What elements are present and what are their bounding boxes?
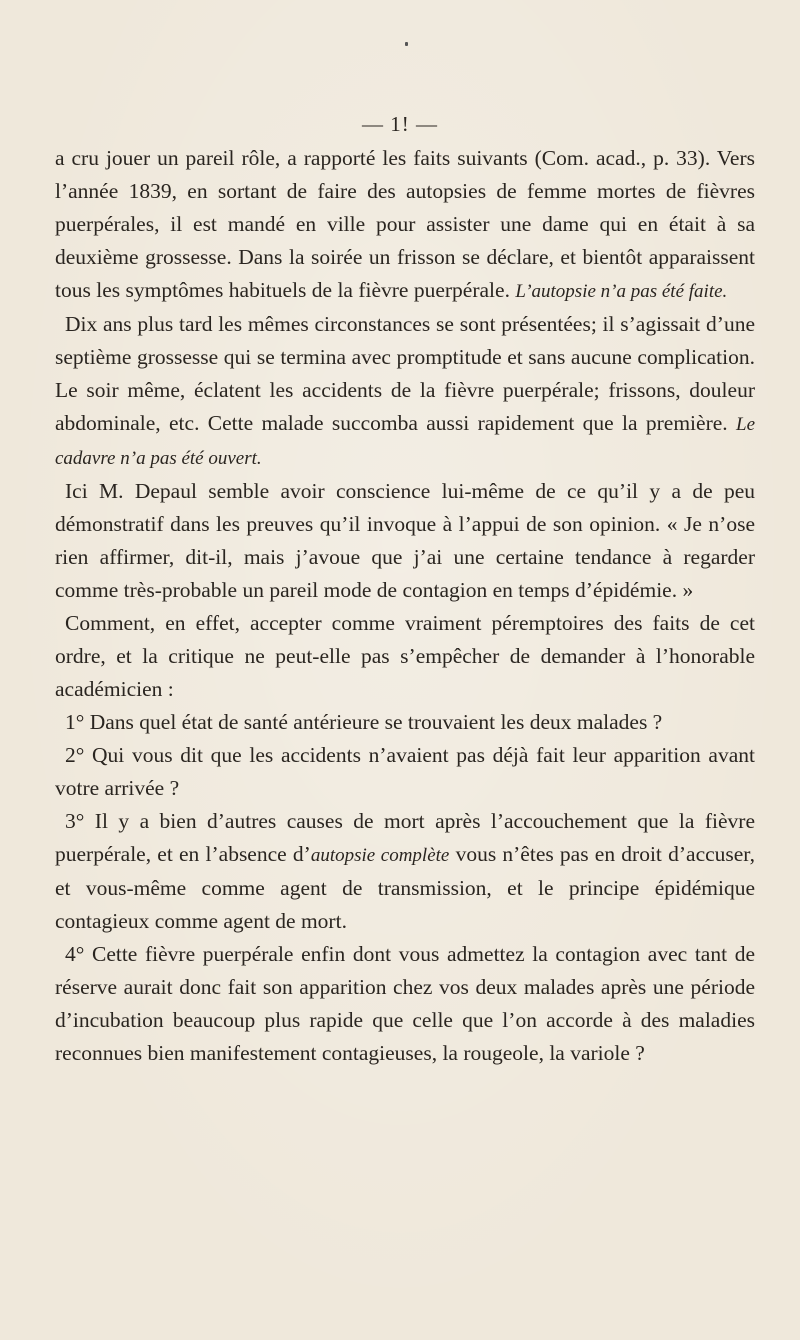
paragraph-3: Ici M. Depaul semble avoir conscience lui-même de ce qu’il y a de peu démonstratif dans les preuves qu’il invoque à l’appui de son opinion. « Je n’ose rien affirmer, dit-il, mais j’avoue que j’ai une certaine tendance à regarder comme très-probable un pareil mode de contagion en temps d’épidémie. » xyxy=(55,479,755,602)
paragraph-4: Comment, en effet, accepter comme vraiment péremptoires des faits de cet ordre, et la critique ne peut-elle pas s’empêcher de demander à l’honorable académicien : xyxy=(55,611,755,701)
question-3-text-b: vous n’êtes pas en droit d’accuser, et vous-même comme agent de transmission, et le principe épidémique contagieux comme agent de mort. xyxy=(55,842,755,933)
paragraph-1-italic: L’autopsie n’a pas été faite. xyxy=(515,281,728,302)
paragraph-2-text: Dix ans plus tard les mêmes circonstances se sont présentées; il s’agissait d’une septième grossesse qui se termina avec promptitude et sans aucune complication. Le soir même, éclatent les accidents de la fièvre puerpérale; frissons, douleur abdominale, etc. Cette malade succomba aussi rapidement que la première. xyxy=(55,312,755,435)
page-number: — 1! — xyxy=(362,112,438,136)
paragraph-1 xyxy=(55,142,755,308)
paragraph-2 xyxy=(55,308,755,475)
ink-speck xyxy=(405,42,408,46)
paragraph-2-italic: Le cadavre n’a pas été ouvert. xyxy=(55,414,755,469)
question-1: 1° Dans quel état de santé antérieure se trouvaient les deux malades ? xyxy=(65,710,663,734)
paragraph-1-text: a cru jouer un pareil rôle, a rapporté les faits suivants (Com. acad., p. 33). Vers l’année 1839, en sortant de faire des autopsies de femme mortes de fièvres puerpérales, il est mandé en ville pour assister une dame qui en était à sa deuxième grossesse. Dans la soirée un frisson se déclare, et bientôt apparaissent tous les symptômes habituels de la fièvre puerpérale. xyxy=(55,146,755,302)
question-2: 2° Qui vous dit que les accidents n’avaient pas déjà fait leur apparition avant votre arrivée ? xyxy=(55,743,755,800)
question-3 xyxy=(55,805,755,938)
body-text xyxy=(55,142,755,1070)
question-3-text-a: 3° Il y a bien d’autres causes de mort après l’accouchement que la fièvre puerpérale, et en l’absence d’ xyxy=(55,809,755,866)
question-3-italic: autopsie complète xyxy=(310,845,450,866)
question-4: 4° Cette fièvre puerpérale enfin dont vous admettez la contagion avec tant de réserve aurait donc fait son apparition chez vos deux malades après une période d’incubation beaucoup plus rapide que celle que l’on accorde à des maladies reconnues bien manifestement contagieuses, la rougeole, la variole ? xyxy=(55,942,755,1065)
